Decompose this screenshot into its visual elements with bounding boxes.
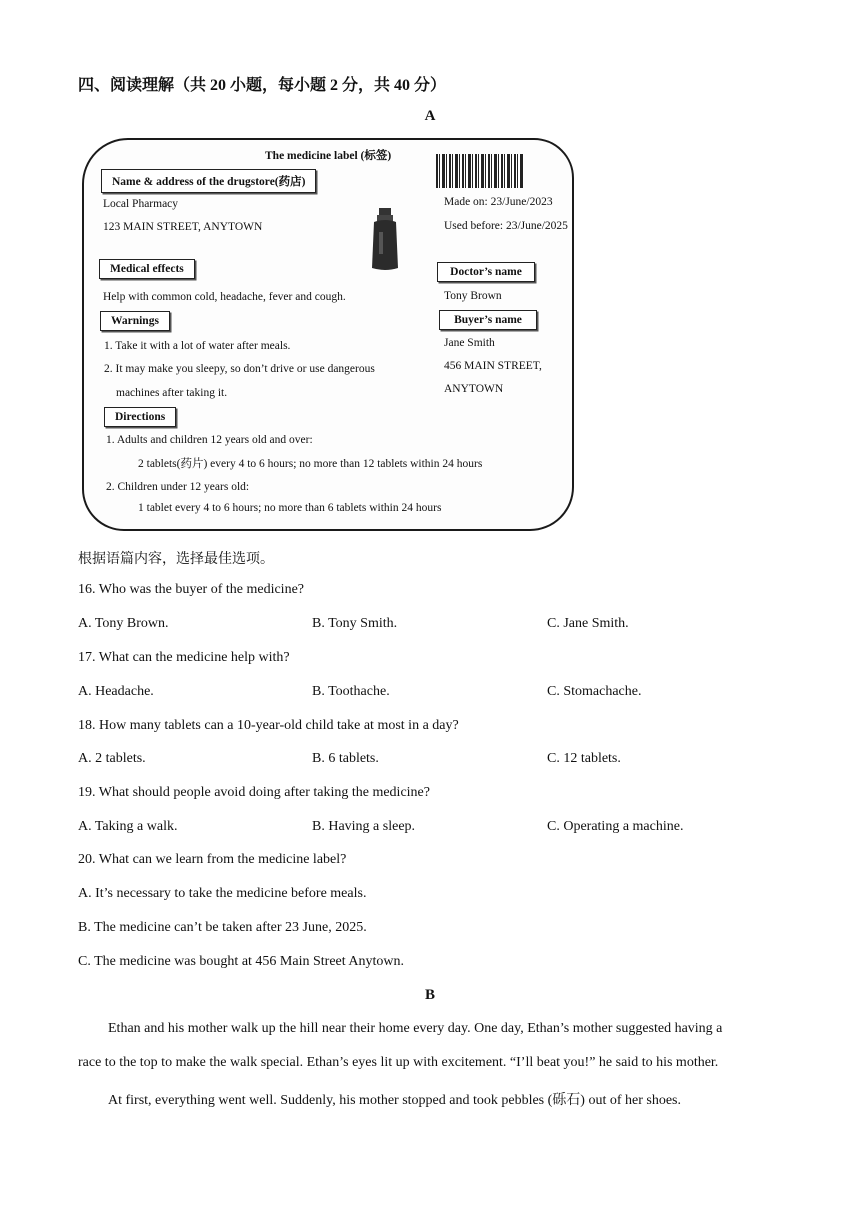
buyer-address-line-2: ANYTOWN [444, 383, 504, 395]
question-18-option-a: A. 2 tablets. [78, 751, 146, 766]
question-17: 17. What can the medicine help with? [78, 650, 290, 665]
passage-b-line-1: Ethan and his mother walk up the hill near their home every day. One day, Ethan’s mother suggested having a [108, 1021, 723, 1036]
passage-b-line-2: race to the top to make the walk special. Ethan’s eyes lit up with excitement. “I’ll beat you!” he said to his mother. [78, 1055, 719, 1070]
medical-effects-text: Help with common cold, headache, fever and cough. [103, 291, 346, 303]
medicine-bottle-image [370, 208, 400, 272]
used-before-date: Used before: 23/June/2025 [444, 220, 568, 232]
question-16-option-b: B. Tony Smith. [312, 616, 398, 631]
question-20-option-b: B. The medicine can’t be taken after 23 June, 2025. [78, 920, 367, 935]
passage-a-heading: A [424, 108, 436, 124]
medical-effects-box: Medical effects [99, 259, 195, 279]
question-18-option-b: B. 6 tablets. [312, 751, 379, 766]
question-17-option-c: C. Stomachache. [547, 684, 642, 699]
warning-2-continued: machines after taking it. [116, 387, 228, 399]
question-18-option-c: C. 12 tablets. [547, 751, 621, 766]
directions-box: Directions [104, 407, 176, 427]
section-title: 四、阅读理解（共 20 小题，每小题 2 分，共 40 分） [78, 77, 447, 94]
warning-2: 2. It may make you sleepy, so don’t drive or use dangerous [104, 363, 375, 375]
question-20: 20. What can we learn from the medicine label? [78, 852, 347, 867]
question-18: 18. How many tablets can a 10-year-old child take at most in a day? [78, 718, 459, 733]
buyer-name: Jane Smith [444, 337, 495, 349]
drugstore-address: 123 MAIN STREET, ANYTOWN [103, 221, 263, 233]
question-17-option-b: B. Toothache. [312, 684, 390, 699]
direction-2-detail: 1 tablet every 4 to 6 hours; no more than 6 tablets within 24 hours [138, 502, 442, 514]
question-20-option-a: A. It’s necessary to take the medicine before meals. [78, 886, 367, 901]
passage-b-line-3: At first, everything went well. Suddenly, his mother stopped and took pebbles (砾石) out of her shoes. [108, 1093, 681, 1108]
instruction-text: 根据语篇内容，选择最佳选项。 [78, 552, 274, 567]
warnings-box: Warnings [100, 311, 170, 331]
barcode-image [436, 154, 524, 188]
buyer-address-line-1: 456 MAIN STREET, [444, 360, 542, 372]
drugstore-name: Local Pharmacy [103, 198, 179, 210]
direction-2: 2. Children under 12 years old: [106, 481, 250, 493]
question-19-option-a: A. Taking a walk. [78, 819, 178, 834]
direction-1: 1. Adults and children 12 years old and over: [106, 434, 313, 446]
drugstore-box: Name & address of the drugstore(药店) [101, 169, 316, 193]
question-16-option-c: C. Jane Smith. [547, 616, 629, 631]
question-19: 19. What should people avoid doing after taking the medicine? [78, 785, 430, 800]
question-19-option-c: C. Operating a machine. [547, 819, 684, 834]
buyer-name-box: Buyer’s name [439, 310, 537, 330]
direction-1-detail: 2 tablets(药片) every 4 to 6 hours; no more than 12 tablets within 24 hours [138, 458, 483, 470]
made-on-date: Made on: 23/June/2023 [444, 196, 553, 208]
doctor-name: Tony Brown [444, 290, 502, 302]
passage-b-heading: B [424, 987, 435, 1003]
doctor-name-box: Doctor’s name [437, 262, 535, 282]
warning-1: 1. Take it with a lot of water after meals. [104, 340, 291, 352]
question-16-option-a: A. Tony Brown. [78, 616, 169, 631]
question-20-option-c: C. The medicine was bought at 456 Main Street Anytown. [78, 954, 404, 969]
question-19-option-b: B. Having a sleep. [312, 819, 416, 834]
question-17-option-a: A. Headache. [78, 684, 154, 699]
question-16: 16. Who was the buyer of the medicine? [78, 582, 305, 597]
label-title: The medicine label (标签) [265, 150, 392, 162]
